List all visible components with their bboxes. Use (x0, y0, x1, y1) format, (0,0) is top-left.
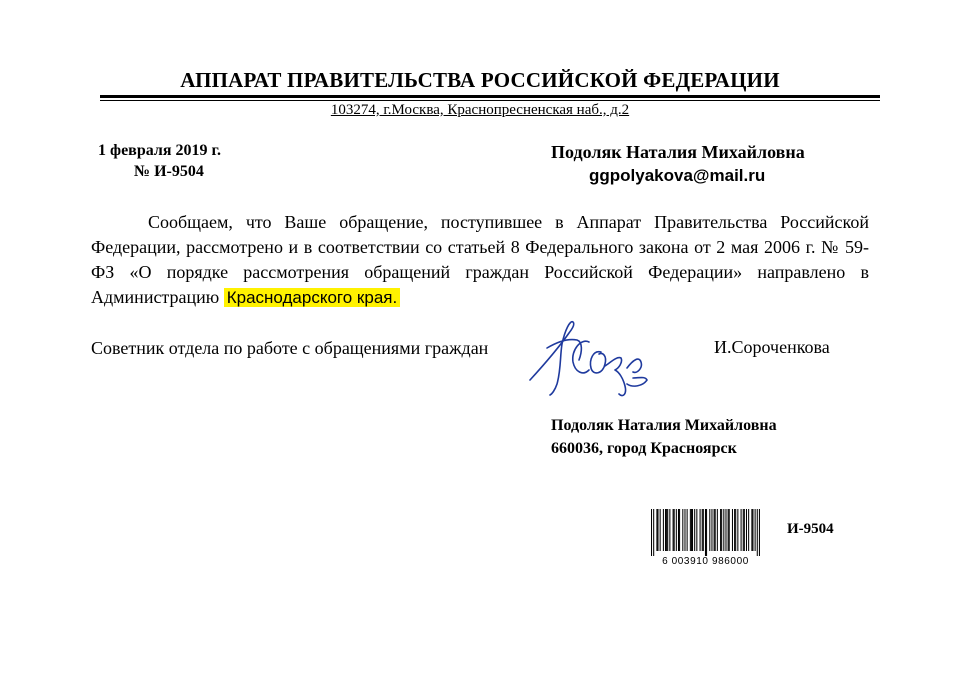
recipient-name: Подоляк Наталия Михайловна (551, 142, 805, 162)
organization-address: 103274, г.Москва, Краснопресненская наб., д.2 (330, 102, 630, 118)
barcode-bar (735, 509, 736, 551)
barcode-bar (690, 509, 691, 551)
barcode-bar (743, 509, 744, 551)
barcode-bar (666, 509, 667, 551)
barcode-bar (711, 509, 712, 551)
barcode-bar (720, 509, 721, 551)
barcode-bar (734, 509, 735, 551)
barcode-bar (715, 509, 716, 551)
handwritten-signature (527, 318, 662, 400)
address-recipient-city: 660036, город Красноярск (551, 440, 737, 457)
signature-drawing (527, 318, 662, 400)
barcode-bar (729, 509, 730, 551)
barcode-bar (696, 509, 697, 551)
barcode-digits: 6 003910 986000 (651, 556, 760, 567)
letter-date: 1 февраля 2019 г. (98, 142, 221, 159)
barcode-bar (694, 509, 695, 551)
barcode-bar (706, 509, 707, 556)
barcode-bar (660, 509, 661, 551)
barcode-bar (721, 509, 722, 551)
barcode-bar (687, 509, 688, 551)
body-text-main: Сообщаем, что Ваше обращение, поступившее в Аппарат Правительства Российской Федерации, рассмотрено и в соответствии со статьей 8 Федерального закона от 2 мая 2006 г. № 59-ФЗ «О порядке рассмотрения обращений граждан Российской Федерации» направлено в Администрацию (91, 212, 869, 307)
barcode-bar (732, 509, 733, 551)
barcode-bar (752, 509, 753, 551)
barcode-bar (703, 509, 704, 551)
barcode-bar (669, 509, 670, 551)
barcode-bar (744, 509, 745, 551)
barcode-bar (676, 509, 677, 551)
letter-number: № И-9504 (134, 163, 204, 180)
barcode-bar (673, 509, 674, 551)
barcode-bar (709, 509, 710, 551)
barcode-bar (714, 509, 715, 551)
barcode-bar (723, 509, 724, 551)
header-rule-thick (100, 95, 880, 98)
barcode-bar (705, 509, 706, 556)
barcode-bar (759, 509, 760, 556)
barcode-bar (665, 509, 666, 551)
barcode-bar (755, 509, 756, 551)
barcode-bar (741, 509, 742, 551)
signer-name: И.Сороченкова (714, 337, 830, 357)
barcode-bar (679, 509, 680, 551)
barcode-bar (746, 509, 747, 551)
header-rule-thin (100, 100, 880, 101)
barcode-bar (702, 509, 703, 551)
barcode-bar (728, 509, 729, 551)
address-recipient-name: Подоляк Наталия Михайловна (551, 417, 777, 434)
barcode (651, 509, 760, 569)
barcode-id: И-9504 (787, 521, 834, 537)
barcode-bar (751, 509, 752, 551)
barcode-bar (691, 509, 692, 551)
barcode-bar (651, 509, 652, 556)
barcode-bar (678, 509, 679, 551)
recipient-email: ggpolyakova@mail.ru (589, 166, 766, 185)
barcode-bar (700, 509, 701, 551)
barcode-bar (725, 509, 726, 551)
barcode-bar (674, 509, 675, 551)
barcode-bar (682, 509, 683, 551)
barcode-bar (757, 509, 758, 556)
organization-title: АППАРАТ ПРАВИТЕЛЬСТВА РОССИЙСКОЙ ФЕДЕРАЦИИ (180, 68, 780, 92)
barcode-bar (656, 509, 657, 551)
barcode-bar (684, 509, 685, 551)
barcode-bar (653, 509, 654, 556)
highlighted-region: Краснодарского края. (224, 288, 400, 307)
barcode-bars (651, 509, 760, 556)
barcode-bar (663, 509, 664, 551)
barcode-bar (667, 509, 668, 551)
barcode-bar (657, 509, 658, 551)
letter-body (91, 210, 869, 310)
barcode-bar (748, 509, 749, 551)
barcode-bar (737, 509, 738, 551)
barcode-bar (717, 509, 718, 551)
signer-position: Советник отдела по работе с обращениями граждан (91, 338, 489, 358)
barcode-bar (692, 509, 693, 551)
